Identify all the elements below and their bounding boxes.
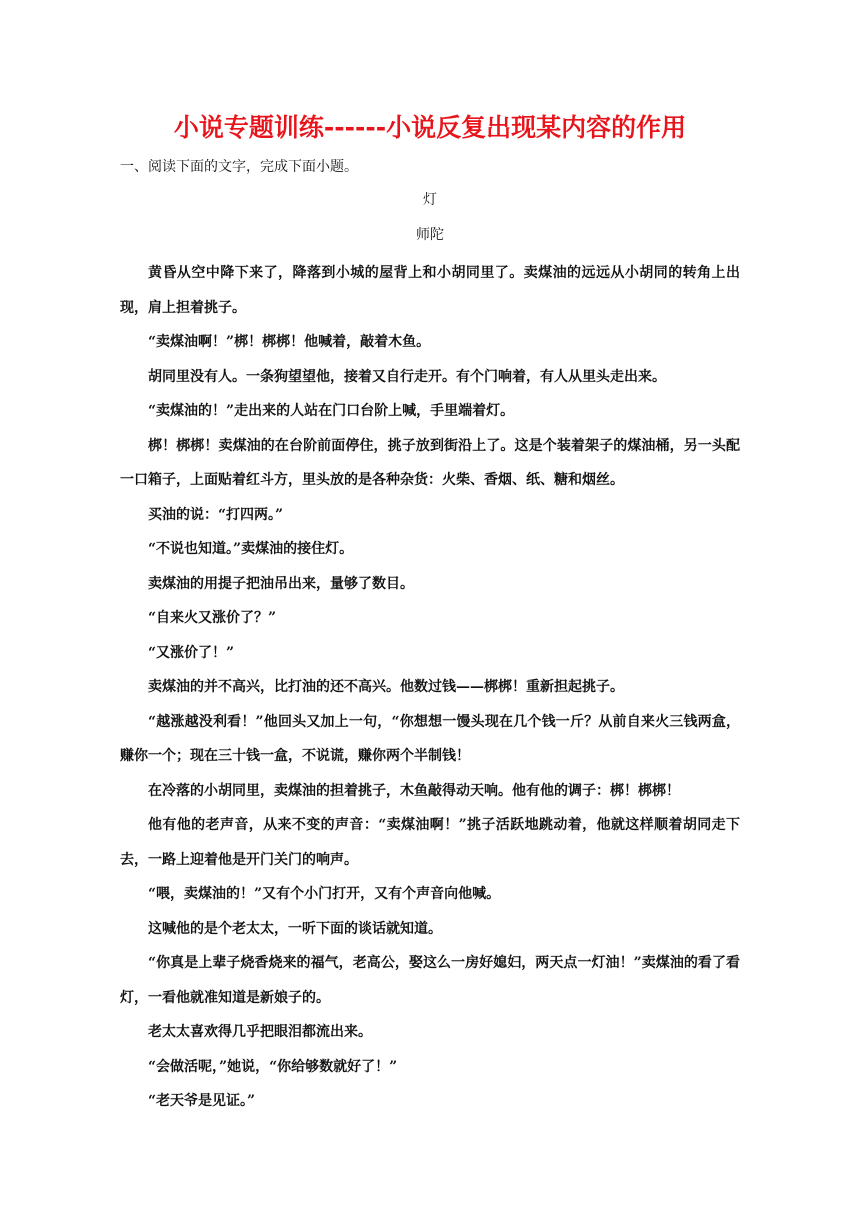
paragraph: 黄昏从空中降下来了，降落到小城的屋背上和小胡同里了。卖煤油的远远从小胡同的转角上出现，肩上担着挑子。 — [120, 265, 740, 316]
paragraph: “喂，卖煤油的！”又有个小门打开，又有个声音向他喊。 — [148, 886, 501, 902]
story-title: 灯 — [423, 192, 437, 208]
document-title: 小说专题训练------小说反复出现某内容的作用 — [173, 113, 687, 142]
paragraph: “不说也知道。”卖煤油的接住灯。 — [148, 541, 354, 557]
paragraph: 买油的说：“打四两。” — [148, 506, 284, 523]
paragraph: 胡同里没有人。一条狗望望他，接着又自行走开。有个门响着，有人从里头走出来。 — [148, 368, 666, 385]
paragraph: 老太太喜欢得几乎把眼泪都流出来。 — [148, 1024, 372, 1040]
paragraph: “卖煤油的！”走出来的人站在门口台阶上喊，手里端着灯。 — [148, 403, 515, 419]
paragraph: 在冷落的小胡同里，卖煤油的担着挑子，木鱼敲得动天响。他有他的调子：梆！梆梆！ — [148, 782, 680, 799]
paragraph: “老天爷是见证。” — [148, 1093, 256, 1109]
paragraph: 卖煤油的用提子把油吊出来，量够了数目。 — [148, 575, 414, 592]
paragraph: “会做活呢，”她说，“你给够数就好了！” — [148, 1058, 398, 1075]
paragraph: “又涨价了！” — [148, 644, 235, 661]
paragraph: 这喊他的是个老太太，一听下面的谈话就知道。 — [148, 920, 442, 937]
story-author: 师陀 — [416, 227, 444, 243]
paragraph: “自来火又涨价了？” — [148, 610, 277, 626]
paragraph: 梆！梆梆！卖煤油的在台阶前面停住，挑子放到街沿上了。这是个装着架子的煤油桶，另一头配一口箱子，上面贴着红斗方，里头放的是各种杂货：火柴、香烟、纸、糖和烟丝。 — [120, 437, 740, 488]
paragraph: 卖煤油的并不高兴，比打油的还不高兴。他数过钱——梆梆！重新担起挑子。 — [148, 679, 624, 695]
paragraph: “卖煤油啊！”梆！梆梆！他喊着，敲着木鱼。 — [148, 334, 431, 350]
paragraph: “你真是上辈子烧香烧来的福气，老高公，娶这么一房好媳妇，两天点一灯油！”卖煤油的看了看灯，一看他就准知道是新娘子的。 — [120, 955, 740, 1006]
paragraph: 他有他的老声音，从来不变的声音：“卖煤油啊！”挑子活跃地跳动着，他就这样顺着胡同走下去，一路上迎着他是开门关门的响声。 — [120, 817, 740, 868]
paragraph: “越涨越没利看！”他回头又加上一句，“你想想一馒头现在几个钱一斤？从前自来火三钱两盒，赚你一个；现在三十钱一盒，不说谎，赚你两个半制钱！ — [120, 713, 740, 764]
story-body — [120, 256, 740, 1119]
question-instruction: 一、阅读下面的文字，完成下面小题。 — [120, 159, 358, 175]
